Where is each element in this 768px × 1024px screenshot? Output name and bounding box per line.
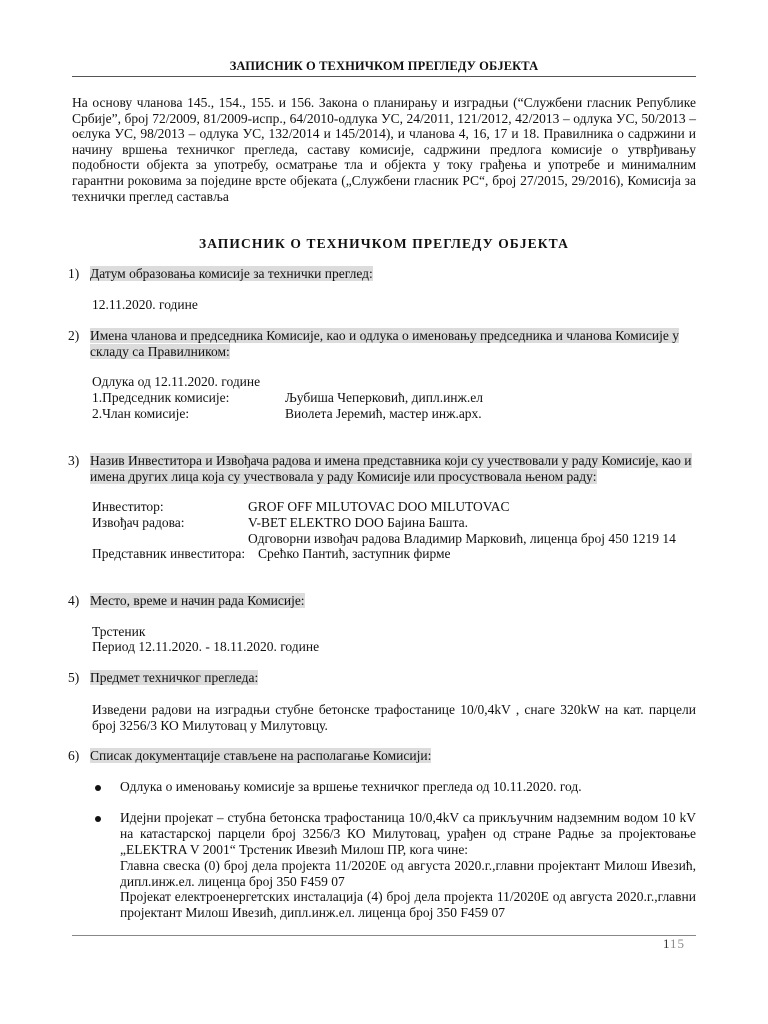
document-list-item: Идејни пројекат – стубна бетонска трафостаница 10/0,4kV са прикључним надземним водом 10 kV на катастарској парцели број 3256/3 КО Милутовац, урађен од стране Радње за пројектовање „ELEKTRA V 2001“ Трстеник Ивезић Милош ПР, кога чине: bbox=[120, 810, 696, 857]
page-number-total: 15 bbox=[670, 936, 686, 951]
subject-description: Изведени радови на изградњи стубне бетонске трафостанице 10/0,4kV , снаге 320kW на кат. парцели број 3256/3 КО Милутовац у Милутовцу. bbox=[92, 702, 696, 733]
investor-label: Инвеститор: bbox=[92, 499, 164, 514]
member-label: 2.Члан комисије: bbox=[92, 406, 190, 421]
section-4-heading bbox=[68, 593, 698, 609]
president-label: 1.Председник комисије: bbox=[92, 390, 230, 405]
header-title: ЗАПИСНИК О ТЕХНИЧКОМ ПРЕГЛЕДУ ОБЈЕКТА bbox=[229, 59, 539, 73]
investor-value: GROF OFF MILUTOVAC DOO MILUTOVAC bbox=[248, 499, 510, 514]
section-number: 5) bbox=[68, 670, 80, 685]
intro-paragraph: На основу чланова 145., 154., 155. и 156. Закона о планирању и изградњи (“Службени гласник Републике Србије”, број 72/2009, 81/2009-испр., 64/2010-одлука УС, 24/2011, 121/2012, 42/2013 – одлука УС, 50/2013 – оєлука УС, 98/2013 – одлука УС, 132/2014 и 145/2014), и чланова 4, 16, 17 и 18. Правилника о садржини и начину вршења техничког прегледа, саставу комисије, садржини предлога комисије о утврђивању подобности објекта за употребу, осматрање тла и објекта у току грађења и употребе и минималним гарантни роковима за поједине врсте објеката („Службени гласник РС“, број 27/2015, 29/2016), Комисија за технички преглед саставља bbox=[72, 95, 696, 204]
section-number: 4) bbox=[68, 593, 80, 608]
section-title: Датум образовања комисије за технички преглед: bbox=[90, 266, 373, 281]
section-title: Имена чланова и председника Комисије, као и одлука о именовању председника и чланова Комисије у складу са Правилником: bbox=[90, 328, 679, 359]
section-title: Назив Инвеститора и Извођача радова и имена представника који су учествовали у раду Комисије, као и имена других лица која су учествовала у раду Комисије или просуствовала њеном раду: bbox=[90, 453, 692, 484]
header-rule bbox=[72, 76, 696, 77]
document-sub-item: Пројекат електроенергетских инсталација (4) број дела пројекта 11/2020Е од августа 2020.г.,главни пројектант Милош Ивезић, дипл.инж.ел. лиценца број 350 F459 07 bbox=[120, 889, 696, 920]
page-number-current: 1 bbox=[663, 936, 671, 951]
president-value: Љубиша Чеперковић, дипл.инж.ел bbox=[285, 390, 483, 405]
page-number bbox=[663, 936, 685, 952]
section-number: 6) bbox=[68, 748, 80, 763]
investor-rep-label: Представник инвеститора: bbox=[92, 546, 246, 561]
document-title: ЗАПИСНИК О ТЕХНИЧКОМ ПРЕГЛЕДУ ОБЈЕКТА bbox=[199, 236, 569, 251]
section-3-heading bbox=[68, 453, 698, 485]
contractor-label: Извођач радова: bbox=[92, 515, 185, 530]
responsible-contractor: Одговорни извођач радова Владимир Марковић, лиценца број 450 1219 14 bbox=[248, 531, 676, 546]
section-number: 1) bbox=[68, 266, 80, 281]
section-1-heading bbox=[68, 266, 698, 282]
bullet-icon bbox=[95, 816, 101, 822]
formation-date: 12.11.2020. године bbox=[92, 297, 198, 312]
document-list-item: Одлука о именовању комисије за вршење техничког прегледа од 10.11.2020. год. bbox=[120, 779, 582, 794]
section-5-heading bbox=[68, 670, 698, 686]
section-2-heading bbox=[68, 328, 698, 360]
member-value: Виолета Јеремић, мастер инж.арх. bbox=[285, 406, 482, 421]
section-title: Предмет техничког прегледа: bbox=[90, 670, 259, 685]
bullet-icon bbox=[95, 785, 101, 791]
footer-rule bbox=[72, 935, 696, 936]
section-6-heading bbox=[68, 748, 698, 764]
contractor-value: V-BET ELEKTRO DOO Бајина Башта. bbox=[248, 515, 469, 530]
document-sub-item: Главна свеска (0) број дела пројекта 11/2020Е од августа 2020.г.,главни пројектант Милош Ивезић, дипл.инж.ел. лиценца број 350 F459 07 bbox=[120, 858, 696, 889]
section-number: 3) bbox=[68, 453, 80, 468]
section-title: Списак документације стављене на располагање Комисији: bbox=[90, 748, 432, 763]
section-title: Место, време и начин рада Комисије: bbox=[90, 593, 305, 608]
investor-rep-value: Срећко Пантић, заступник фирме bbox=[258, 546, 451, 561]
period-line: Период 12.11.2020. - 18.11.2020. године bbox=[92, 639, 320, 654]
decision-line: Одлука од 12.11.2020. године bbox=[92, 374, 261, 389]
section-number: 2) bbox=[68, 328, 80, 343]
place-line: Трстеник bbox=[92, 624, 146, 639]
